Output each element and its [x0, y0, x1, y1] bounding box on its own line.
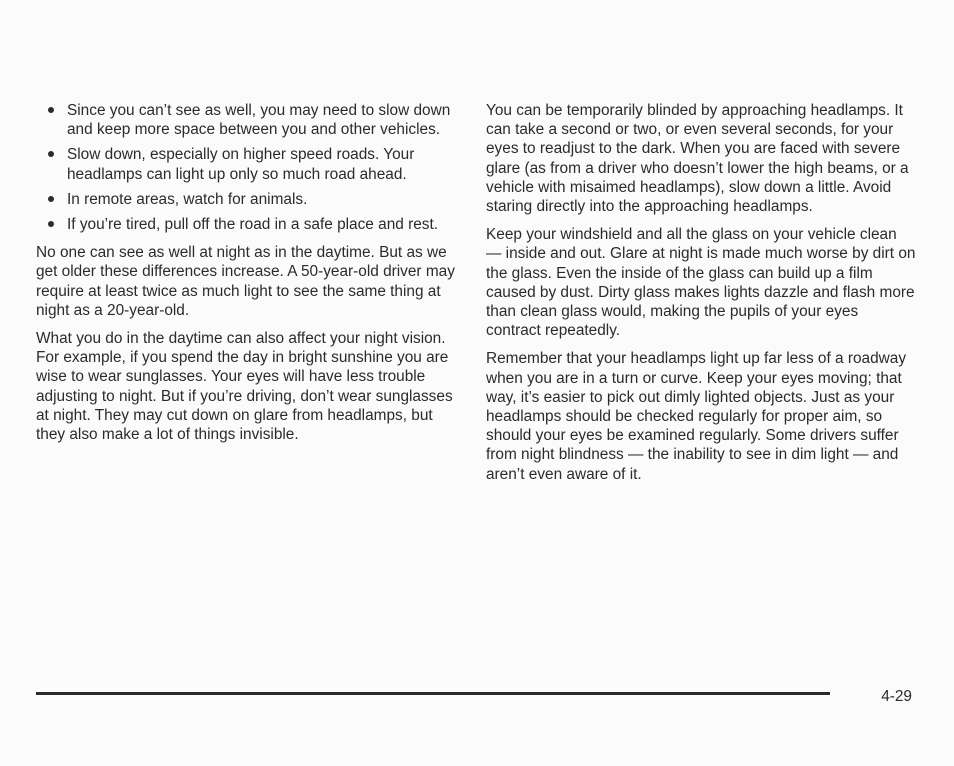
list-item-text: In remote areas, watch for animals.: [67, 190, 308, 208]
paragraph: You can be temporarily blinded by approaching headlamps. It can take a second or two, or even several seconds, for your eyes to readjust to the dark. When you are faced with severe glare (as from a driver who doesn’t lower the high beams, or a vehicle with misaimed headlamps), slow down a little. Avoid staring directly into the approaching headlamps.: [486, 102, 909, 216]
list-item-text: Slow down, especially on higher speed roads. Your headlamps can light up only so much road ahead.: [67, 146, 415, 183]
paragraph: No one can see as well at night as in the daytime. But as we get older these differences increase. A 50-year-old driver may require at least twice as much light to see the same thing at night as a 20-year-old.: [36, 244, 455, 319]
footer-rule: [36, 692, 830, 695]
left-column: [36, 101, 462, 453]
list-item: [36, 215, 462, 234]
list-item: [36, 190, 462, 209]
bullet-icon: [48, 196, 54, 202]
paragraph: What you do in the daytime can also affect your night vision. For example, if you spend the day in bright sunshine you are wise to wear sunglasses. Your eyes will have less trouble adjusting to night. But if you’re driving, don’t wear sunglasses at night. They may cut down on glare from headlamps, but they also make a lot of things invisible.: [36, 330, 453, 444]
list-item-text: If you’re tired, pull off the road in a safe place and rest.: [67, 216, 439, 234]
bullet-icon: [48, 151, 54, 157]
night-driving-tips-list: [36, 101, 462, 234]
list-item: [36, 145, 462, 183]
paragraph: Remember that your headlamps light up far less of a roadway when you are in a turn or curve. Keep your eyes moving; that way, it’s easier to pick out dimly lighted objects. Just as your headlamps should be checked regularly for proper aim, so should your eyes be examined regularly. Some drivers suffer from night blindness — the inability to see in dim light — and aren’t even aware of it.: [486, 350, 907, 483]
list-item: [36, 101, 462, 139]
list-item-text: Since you can’t see as well, you may need to slow down and keep more space between you and other vehicles.: [67, 102, 451, 139]
page-number: 4-29: [881, 688, 912, 705]
right-column: [486, 101, 916, 493]
bullet-icon: [48, 221, 54, 227]
bullet-icon: [48, 107, 54, 113]
paragraph: Keep your windshield and all the glass on your vehicle clean — inside and out. Glare at night is made much worse by dirt on the glass. Even the inside of the glass can build up a film caused by dust. Dirty glass makes lights dazzle and flash more than clean glass would, making the pupils of your eyes contract repeatedly.: [486, 226, 916, 340]
